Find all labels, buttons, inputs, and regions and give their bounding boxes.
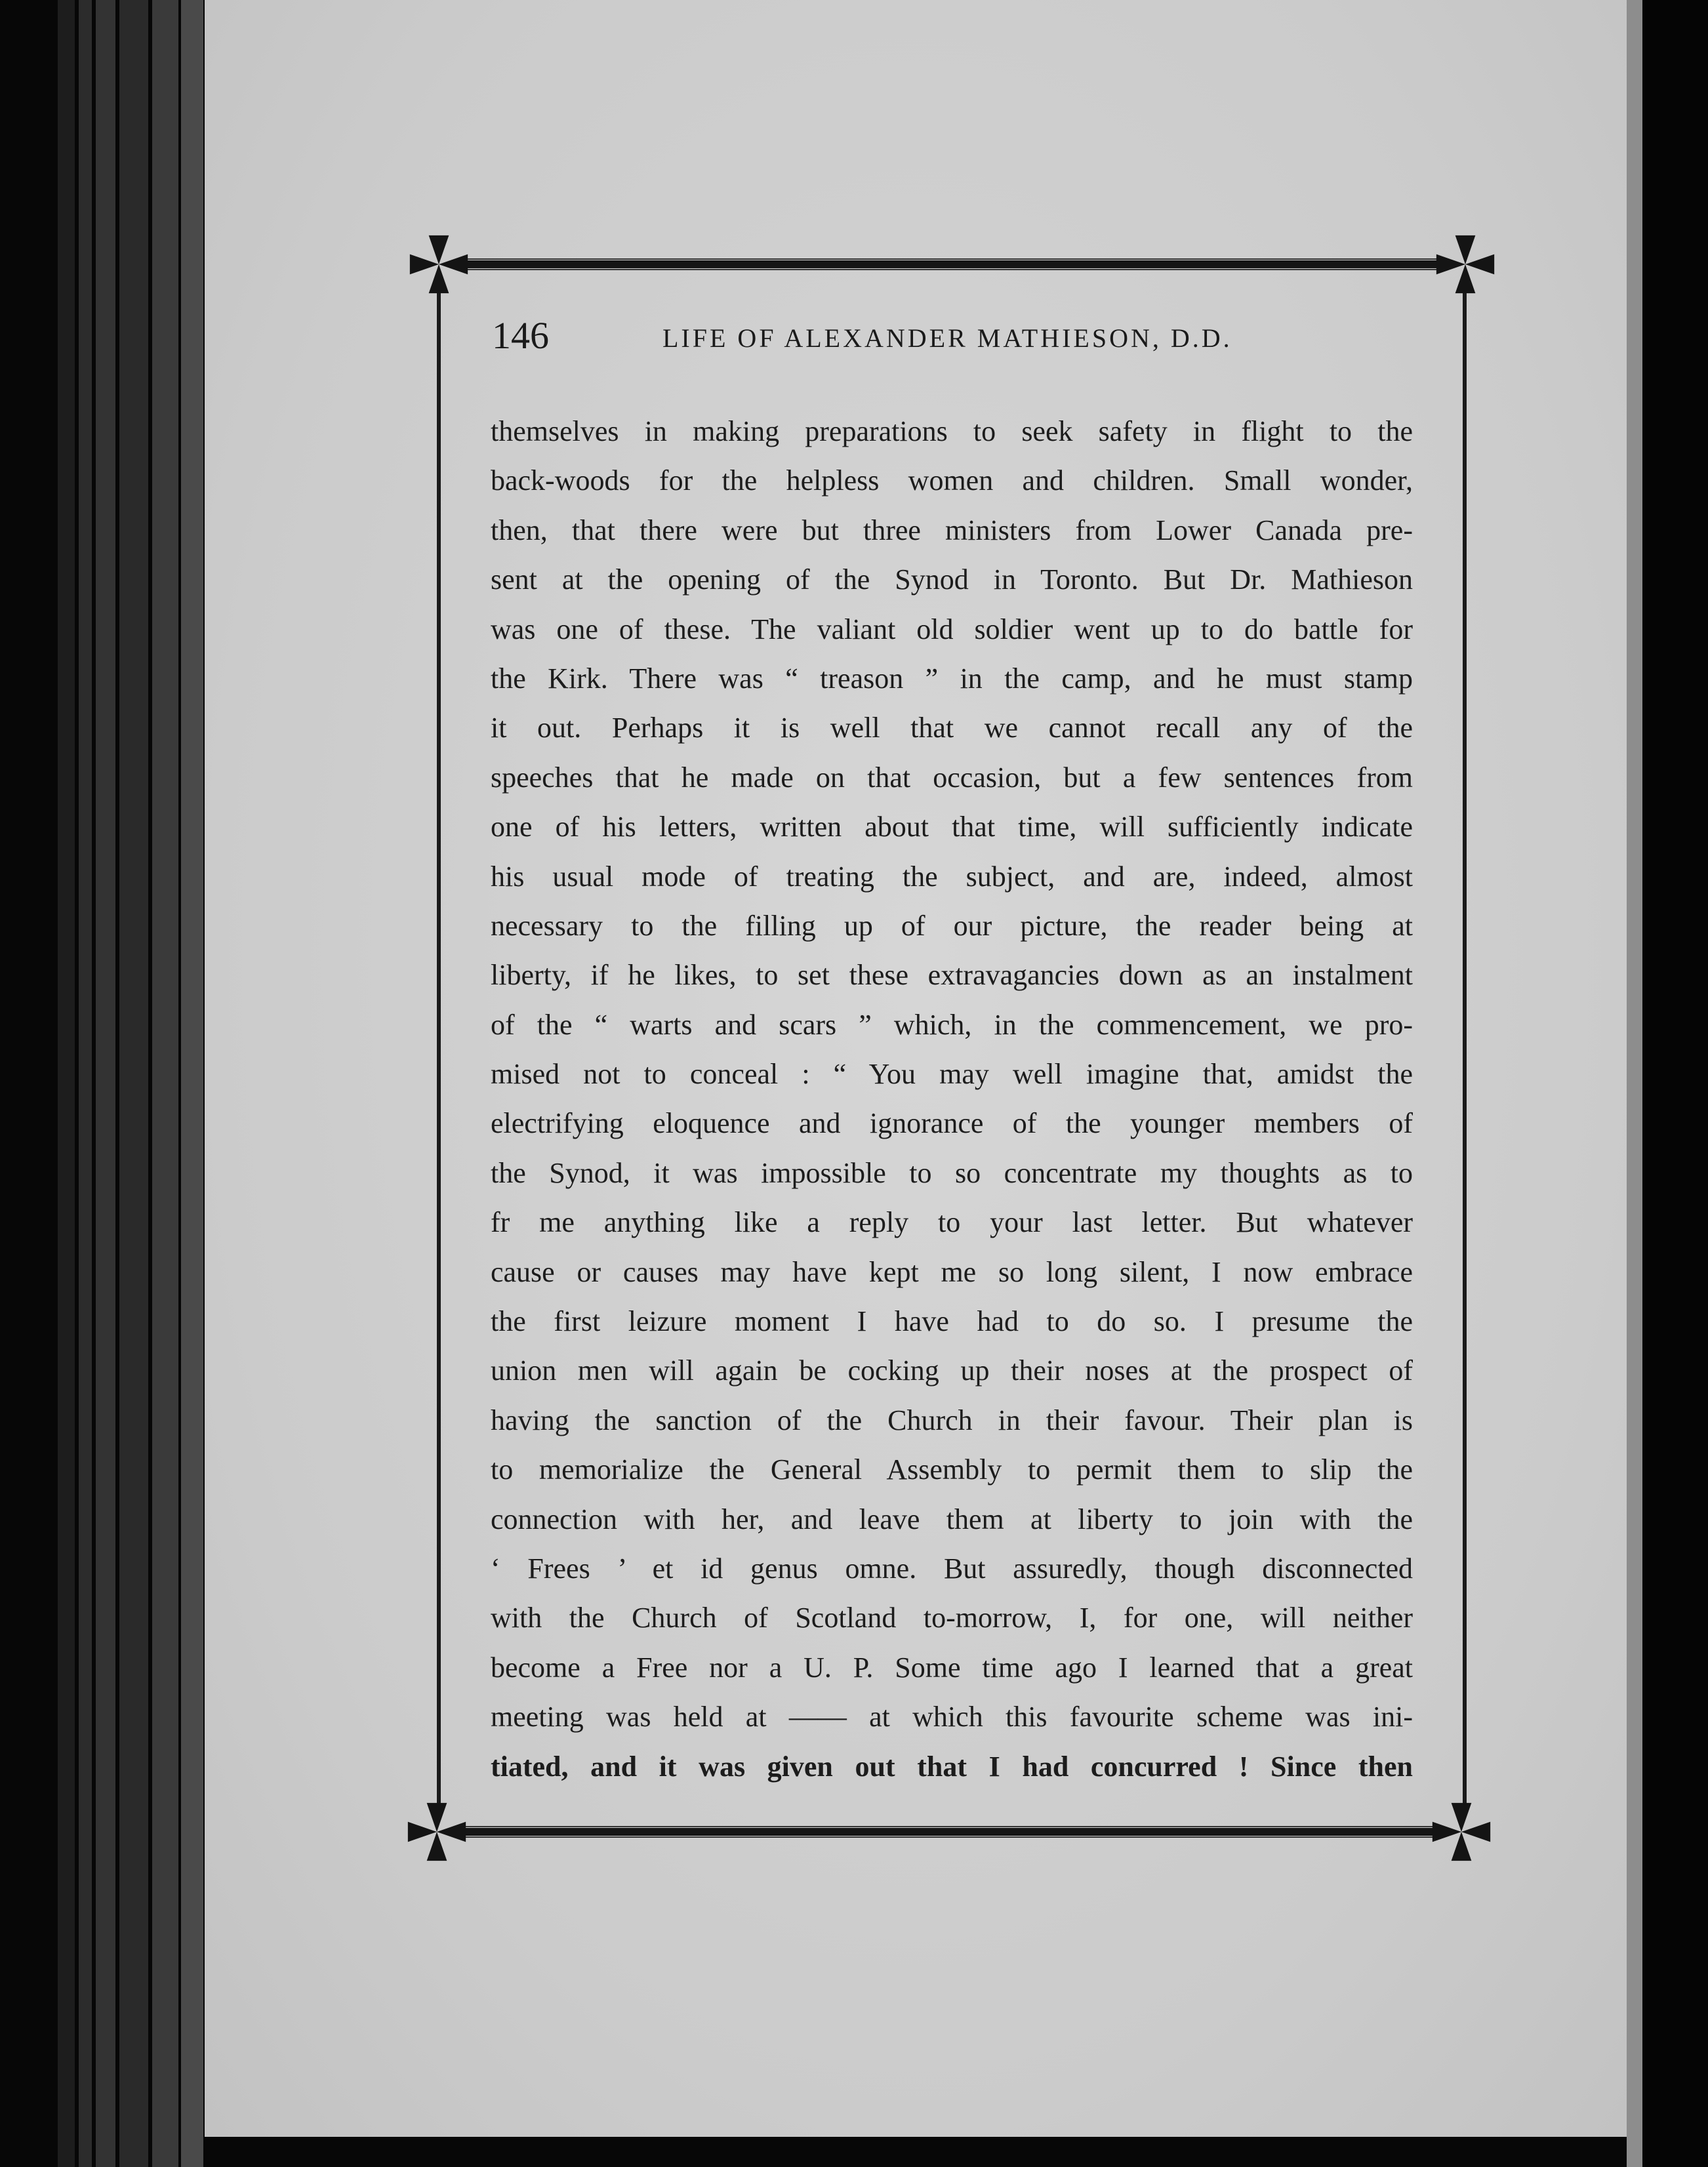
- book-edge: [181, 0, 203, 2167]
- text-line: the Kirk. There was “ treason ” in the camp, and he must stamp: [491, 662, 1413, 695]
- text-line: the first leizure moment I have had to do so. I presume the: [491, 1305, 1413, 1338]
- border-bottom-rule: [459, 1828, 1443, 1836]
- book-edge: [96, 0, 115, 2167]
- text-line: of the “ warts and scars ” which, in the commencement, we pro-: [491, 1008, 1413, 1041]
- border-left-rule: [437, 289, 441, 1804]
- text-line: speeches that he made on that occasion, but a few sentences from: [491, 761, 1413, 794]
- text-line: having the sanction of the Church in their favour. Their plan is: [491, 1404, 1413, 1436]
- maltese-cross-icon: [1430, 1800, 1493, 1863]
- text-line: his usual mode of treating the subject, and are, indeed, almost: [491, 860, 1413, 893]
- facing-page-edge: [1627, 0, 1642, 2167]
- running-title: LIFE OF ALEXANDER MATHIESON, D.D.: [662, 323, 1232, 353]
- body-text: [491, 407, 1413, 1791]
- text-line: cause or causes may have kept me so long silent, I now embrace: [491, 1255, 1413, 1288]
- maltese-cross-icon: [405, 1800, 468, 1863]
- text-line: liberty, if he likes, to set these extravagancies down as an instalment: [491, 959, 1413, 992]
- text-line: necessary to the filling up of our picture, the reader being at: [491, 909, 1413, 942]
- text-line: become a Free nor a U. P. Some time ago I learned that a great: [491, 1651, 1413, 1684]
- border-right-rule: [1463, 289, 1467, 1804]
- text-line: themselves in making preparations to seek safety in flight to the: [491, 415, 1413, 447]
- book-edge: [79, 0, 92, 2167]
- border-top-rule: [459, 260, 1443, 268]
- text-line: fr me anything like a reply to your last letter. But whatever: [491, 1206, 1413, 1239]
- text-line: ‘ Frees ’ et id genus omne. But assuredly, though disconnected: [491, 1552, 1413, 1585]
- maltese-cross-icon: [1434, 233, 1497, 296]
- page-number: 146: [492, 314, 549, 357]
- text-line: the Synod, it was impossible to so concentrate my thoughts as to: [491, 1156, 1413, 1189]
- text-line: tiated, and it was given out that I had concurred ! Since then: [491, 1750, 1413, 1783]
- text-line: then, that there were but three ministers from Lower Canada pre-: [491, 514, 1413, 546]
- text-line: with the Church of Scotland to-morrow, I, for one, will neither: [491, 1602, 1413, 1634]
- maltese-cross-icon: [407, 233, 470, 296]
- text-line: back-woods for the helpless women and children. Small wonder,: [491, 464, 1413, 497]
- text-line: meeting was held at —— at which this favourite scheme was ini-: [491, 1701, 1413, 1733]
- text-line: to memorialize the General Assembly to permit them to slip the: [491, 1453, 1413, 1486]
- text-line: sent at the opening of the Synod in Toronto. But Dr. Mathieson: [491, 563, 1413, 596]
- book-edge: [58, 0, 75, 2167]
- text-line: was one of these. The valiant old soldier went up to do battle for: [491, 613, 1413, 645]
- text-line: electrifying eloquence and ignorance of the younger members of: [491, 1107, 1413, 1140]
- book-edge: [152, 0, 178, 2167]
- background: [1642, 0, 1708, 2167]
- text-line: one of his letters, written about that time, will sufficiently indicate: [491, 811, 1413, 843]
- text-line: mised not to conceal : “ You may well imagine that, amidst the: [491, 1058, 1413, 1091]
- book-edge: [119, 0, 148, 2167]
- text-line: connection with her, and leave them at liberty to join with the: [491, 1503, 1413, 1535]
- text-line: union men will again be cocking up their noses at the prospect of: [491, 1354, 1413, 1387]
- text-line: it out. Perhaps it is well that we cannot recall any of the: [491, 712, 1413, 744]
